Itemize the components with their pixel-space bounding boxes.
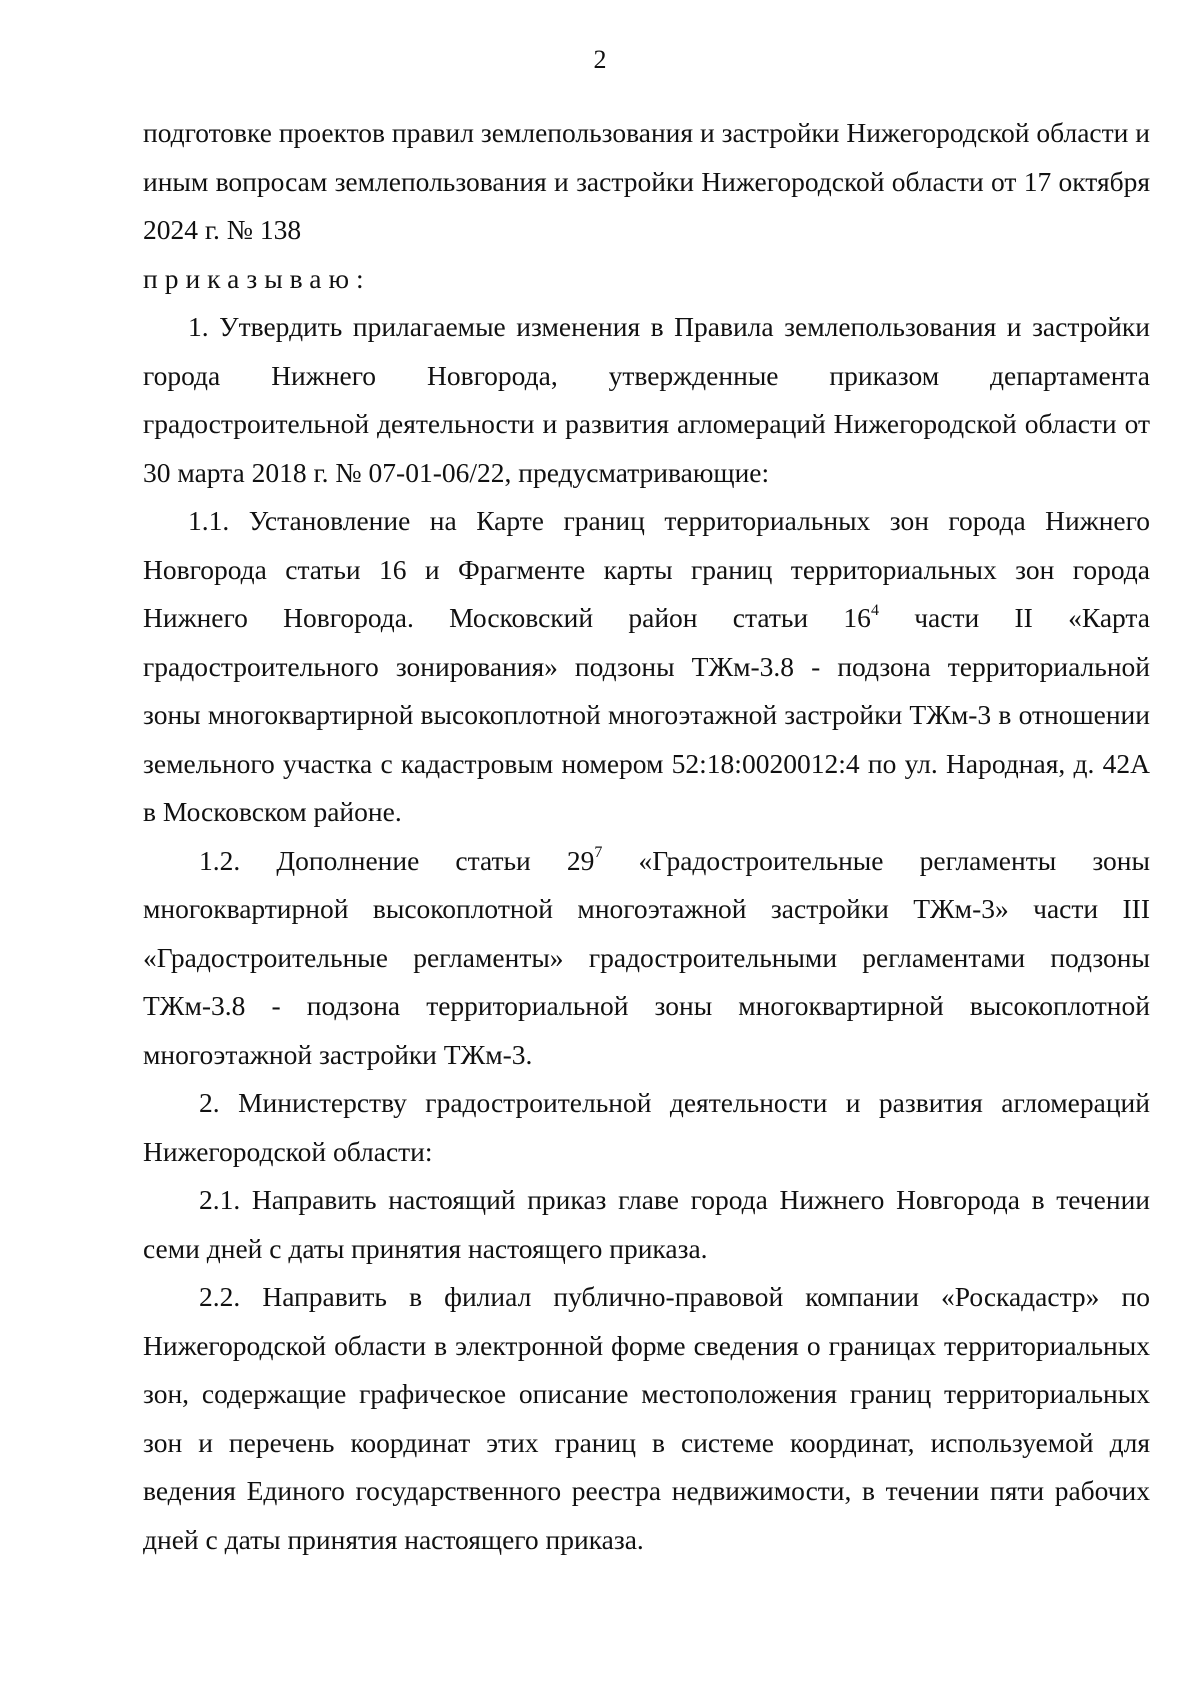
item-1-2-superscript: 7	[594, 844, 603, 862]
page-number: 2	[593, 45, 607, 74]
item-1-1	[143, 497, 1150, 837]
item-1-2-text-end: «Градостроительные регламенты зоны многоквартирной высокоплотной многоэтажной застройки ТЖм-3» части III «Градостроительные регламенты» градостроительными регламентами подзоны ТЖм-3.8 - подзона территориальной зоны многоквартирной высокоплотной многоэтажной застройки ТЖм-3.	[143, 844, 1150, 1070]
intro-paragraph: подготовке проектов правил землепользования и застройки Нижегородской области и иным вопросам землепользования и застройки Нижегородской области от 17 октября 2024 г. № 138	[143, 117, 1150, 245]
item-1-1-text-start: 1.1. Установление на Карте границ территориальных зон города Нижнего Новгорода статьи 16 и Фрагменте карты границ территориальных зон города Нижнего Новгорода. Московский район статьи 16	[143, 505, 1150, 633]
item-1-1-superscript: 4	[870, 601, 879, 619]
item-2: 2. Министерству градостроительной деятельности и развития агломераций Нижегородской области:	[143, 1087, 1150, 1167]
item-1: 1. Утвердить прилагаемые изменения в Правила землепользования и застройки города Нижнего Новгорода, утвержденные приказом департамента градостроительной деятельности и развития агломераций Нижегородской области от 30 марта 2018 г. № 07-01-06/22, предусматривающие:	[143, 311, 1150, 488]
item-1-2	[143, 837, 1150, 1080]
document-body	[143, 109, 1150, 1564]
item-1-2-text-start: 1.2. Дополнение статьи 29	[199, 844, 595, 876]
order-word: приказываю:	[143, 262, 371, 294]
item-2-1: 2.1. Направить настоящий приказ главе города Нижнего Новгорода в течении семи дней с даты принятия настоящего приказа.	[143, 1184, 1150, 1264]
item-2-2: 2.2. Направить в филиал публично-правовой компании «Роскадастр» по Нижегородской области в электронной форме сведения о границах территориальных зон, содержащие графическое описание местоположения границ территориальных зон и перечень координат этих границ в системе координат, используемой для ведения Единого государственного реестра недвижимости, в течении пяти рабочих дней с даты принятия настоящего приказа.	[143, 1281, 1150, 1555]
item-1-1-text-end: части II «Карта градостроительного зонирования» подзоны ТЖм-3.8 - подзона территориальной зоны многоквартирной высокоплотной многоэтажной застройки ТЖм-3 в отношении земельного участка с кадастровым номером 52:18:0020012:4 по ул. Народная, д. 42А в Московском районе.	[143, 602, 1150, 827]
